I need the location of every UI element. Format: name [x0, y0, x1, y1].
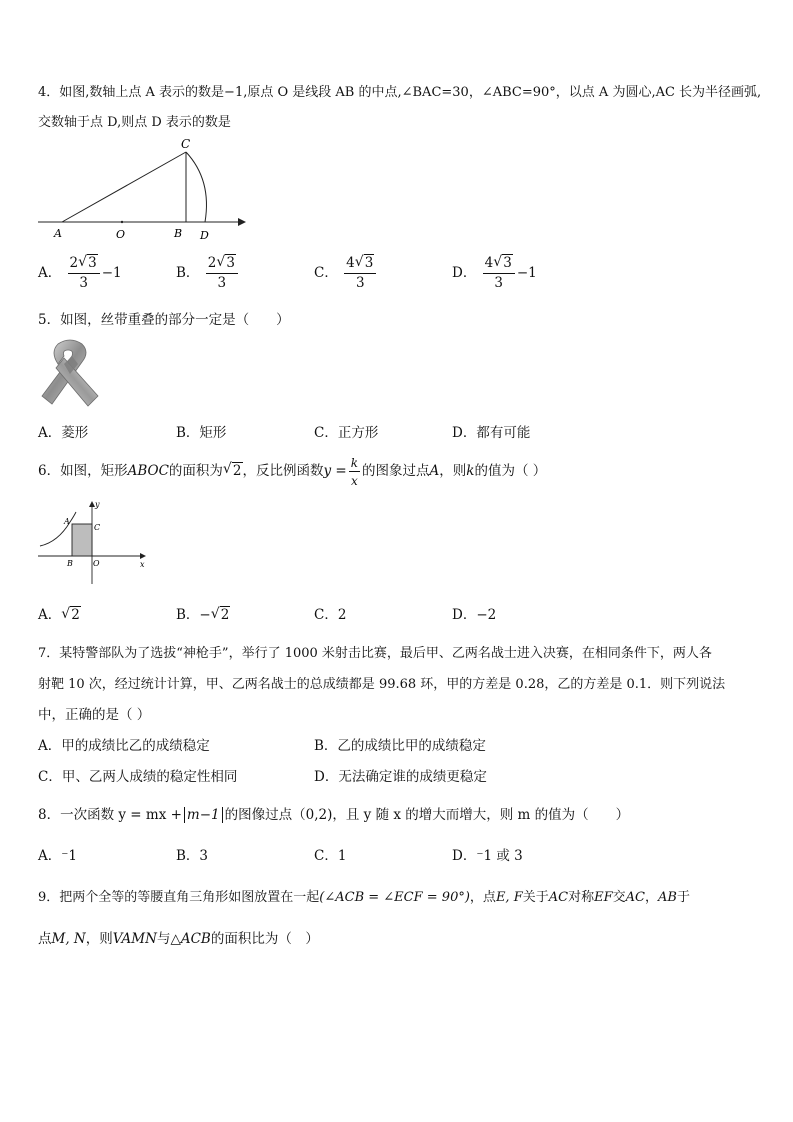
q7-stem-line2: 射靶 10 次，经过统计计算，甲、乙两名战士的总成绩都是 99.68 环，甲的方差是 0.28，乙的方差是 0.1．则下列说法	[38, 677, 726, 692]
label-c: C	[94, 523, 101, 532]
arc-cd	[186, 152, 206, 222]
q6-option-b[interactable]: B．−√ 2	[176, 609, 230, 623]
origin-tick	[121, 221, 123, 223]
q5-option-c[interactable]: C．正方形	[314, 425, 379, 441]
q7-option-b[interactable]: B．乙的成绩比甲的成绩稳定	[314, 738, 486, 754]
q7-option-d[interactable]: D．无法确定谁的成绩更稳定	[314, 769, 487, 785]
label-y: y	[95, 500, 100, 509]
q6-option-a[interactable]: A．√ 2	[38, 609, 81, 623]
label-b: B	[174, 227, 183, 240]
q9-stem-line1: 9．把两个全等的等腰直角三角形如图放置在一起(∠ACB = ∠ECF = 90°)，点E, F关于AC对称EF交AC，AB于	[38, 890, 690, 905]
q6-option-c[interactable]: C．2	[314, 607, 347, 623]
q9-stem-line2: 点M, N，则VAMN与△ACB的面积比为（ ）	[38, 931, 319, 947]
q5-option-d[interactable]: D．都有可能	[452, 425, 531, 441]
q6-stem: 6．如图，矩形ABOC的面积为√ 2，反比例函数y = $\frac{k}{x}$ 的图象过点A，则k的值为（ ）	[38, 454, 546, 488]
q8-option-c[interactable]: C．1	[314, 848, 347, 864]
q7-option-c[interactable]: C．甲、乙两人成绩的稳定性相同	[38, 769, 238, 785]
ribbon-image	[38, 338, 102, 410]
hyperbola-curve	[40, 512, 76, 546]
q8-option-a[interactable]: A．⁻1	[38, 848, 77, 864]
q4-option-a[interactable]: A． $\frac{2√ 3}{3}$ −1	[38, 257, 122, 290]
q4-stem-line1: 4．如图,数轴上点 A 表示的数是−1,原点 O 是线段 AB 的中点,∠BAC=30，∠ABC=90°，以点 A 为圆心,AC 长为半径画弧,	[38, 85, 762, 100]
q5-option-a[interactable]: A．菱形	[38, 425, 89, 441]
q7-option-a[interactable]: A．甲的成绩比乙的成绩稳定	[38, 738, 210, 754]
label-a: A	[64, 517, 70, 526]
number-line-arrow	[238, 218, 246, 226]
label-o: O	[93, 559, 100, 568]
q4-option-b[interactable]: B． $\frac{2√ 3}{3}$	[176, 257, 240, 290]
q4-option-d[interactable]: D． $\frac{4√ 3}{3}$ −1	[452, 257, 537, 290]
q5-option-b[interactable]: B．矩形	[176, 425, 227, 441]
q8-stem: 8．一次函数 y = mx + m−1 的图像过点（0,2)，且 y 随 x 的增大而增大，则 m 的值为（ ）	[38, 807, 630, 823]
label-b: B	[67, 559, 73, 568]
q4-figure	[34, 136, 254, 244]
q8-option-d[interactable]: D．⁻1 或 3	[452, 848, 523, 864]
label-a: A	[54, 227, 62, 240]
q8-option-b[interactable]: B．3	[176, 848, 209, 864]
label-c: C	[181, 137, 191, 151]
q4-option-c[interactable]: C． $\frac{4√ 3}{3}$	[314, 257, 378, 290]
label-o: O	[116, 228, 126, 241]
q6-figure	[36, 496, 152, 586]
q7-stem-line1: 7．某特警部队为了选拔“神枪手”，举行了 1000 米射击比赛，最后甲、乙两名战士进入决赛，在相同条件下，两人各	[38, 646, 712, 661]
q6-option-d[interactable]: D．−2	[452, 607, 497, 623]
q7-stem-line3: 中，正确的是（ ）	[38, 707, 151, 723]
q4-stem-line2: 交数轴于点 D,则点 D 表示的数是	[38, 115, 231, 130]
rectangle-aboc	[72, 524, 92, 556]
label-x: x	[140, 560, 145, 569]
x-axis-arrow	[140, 553, 146, 559]
segment-ac	[62, 152, 186, 222]
label-d: D	[200, 229, 209, 242]
q5-stem: 5．如图，丝带重叠的部分一定是（ ）	[38, 312, 290, 328]
